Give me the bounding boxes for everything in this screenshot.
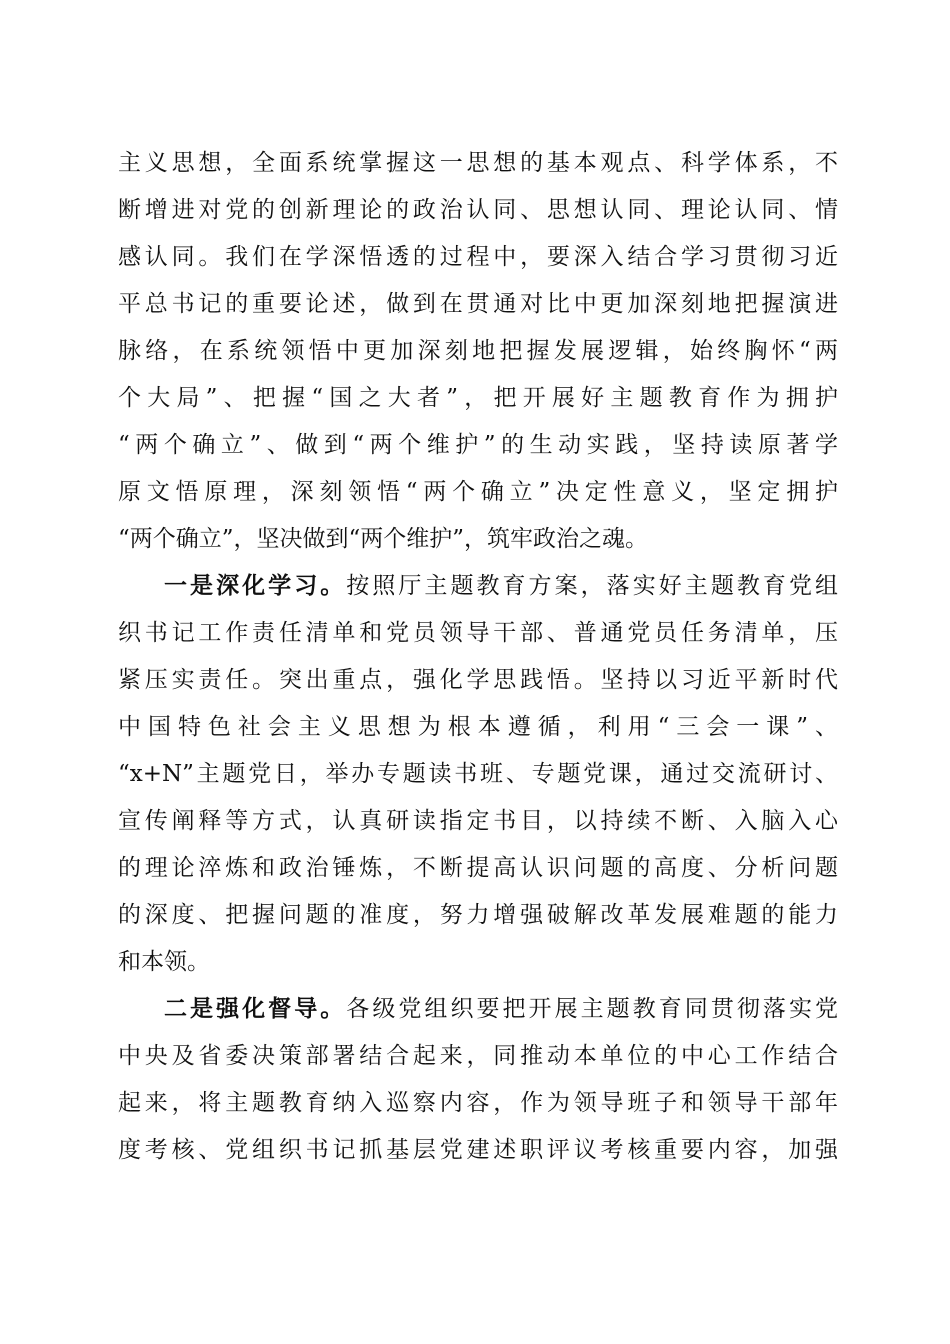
paragraph-2-line-9: 和本领。 — [118, 949, 210, 975]
paragraph-2-first-rest: 按照厅主题教育方案，落实好主题教育党组 — [346, 573, 839, 599]
paragraph-2-line-6: 宣传阐释等方式，认真研读指定书目，以持续不断、入脑入心 — [118, 808, 838, 834]
paragraph-3-line-4: 度考核、党组织书记抓基层党建述职评议考核重要内容，加强 — [118, 1137, 838, 1163]
paragraph-3-line-1 — [164, 993, 838, 1025]
paragraph-1-line-4: 平总书记的重要论述，做到在贯通对比中更加深刻地把握演进 — [118, 291, 838, 317]
paragraph-3-lead: 二是强化督导。 — [164, 995, 347, 1022]
paragraph-2-line-7: 的理论淬炼和政治锤炼，不断提高认识问题的高度、分析问题 — [118, 855, 838, 881]
paragraph-3-line-2: 中央及省委决策部署结合起来，同推动本单位的中心工作结合 — [118, 1043, 838, 1069]
paragraph-2-lead: 一是深化学习。 — [164, 572, 347, 599]
paragraph-2-line-1 — [164, 570, 838, 602]
paragraph-2-line-2: 织书记工作责任清单和党员领导干部、普通党员任务清单，压 — [118, 620, 838, 646]
paragraph-2-line-8: 的深度、把握问题的准度，努力增强破解改革发展难题的能力 — [118, 902, 838, 928]
paragraph-2-line-4: 中国特色社会主义思想为根本遵循，利用“三会一课”、 — [118, 714, 838, 740]
paragraph-2-line-5: “x+N”主题党日，举办专题读书班、专题党课，通过交流研讨、 — [118, 761, 838, 787]
paragraph-3-line-3: 起来，将主题教育纳入巡察内容，作为领导班子和领导干部年 — [118, 1090, 838, 1116]
paragraph-1-line-1: 主义思想，全面系统掌握这一思想的基本观点、科学体系，不 — [118, 150, 838, 176]
paragraph-1-line-6: 个大局”、把握“国之大者”，把开展好主题教育作为拥护 — [118, 385, 838, 411]
paragraph-1-line-2: 断增进对党的创新理论的政治认同、思想认同、理论认同、情 — [118, 197, 838, 223]
paragraph-1-line-5: 脉络，在系统领悟中更加深刻地把握发展逻辑，始终胸怀“两 — [118, 338, 838, 364]
paragraph-3-first-rest: 各级党组织要把开展主题教育同贯彻落实党 — [346, 996, 839, 1022]
paragraph-1-line-7: “两个确立”、做到“两个维护”的生动实践，坚持读原著学 — [118, 432, 838, 458]
paragraph-1-line-9: “两个确立”，坚决做到“两个维护”，筑牢政治之魂。 — [118, 526, 649, 552]
paragraph-1-line-8: 原文悟原理，深刻领悟“两个确立”决定性意义，坚定拥护 — [118, 479, 838, 505]
paragraph-2-line-3: 紧压实责任。突出重点，强化学思践悟。坚持以习近平新时代 — [118, 667, 838, 693]
paragraph-1-line-3: 感认同。我们在学深悟透的过程中，要深入结合学习贯彻习近 — [118, 244, 838, 270]
